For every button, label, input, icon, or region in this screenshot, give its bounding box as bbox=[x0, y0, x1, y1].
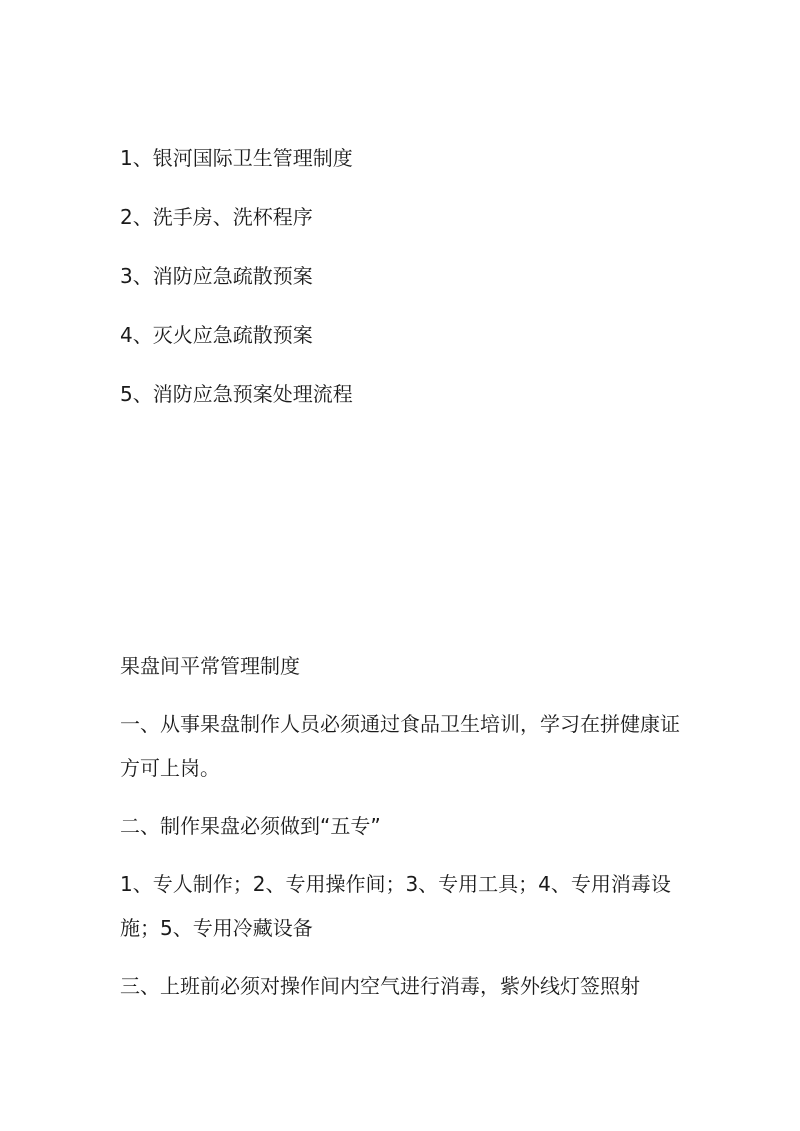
toc-item: 4、灭火应急疏散预案 bbox=[120, 323, 313, 347]
section-body bbox=[120, 644, 690, 1022]
paragraph: 二、制作果盘必须做到“五专” bbox=[120, 814, 381, 838]
toc-item: 1、银河国际卫生管理制度 bbox=[120, 146, 353, 170]
paragraph: 一、从事果盘制作人员必须通过食品卫生培训，学习在拼健康证方可上岗。 bbox=[120, 712, 680, 780]
paragraph: 1、专人制作；2、专用操作间；3、专用工具；4、专用消毒设施；5、专用冷藏设备 bbox=[120, 872, 671, 940]
toc-item: 3、消防应急疏散预案 bbox=[120, 264, 313, 288]
paragraph: 三、上班前必须对操作间内空气进行消毒，紫外线灯签照射 bbox=[120, 974, 640, 998]
section-title: 果盘间平常管理制度 bbox=[120, 654, 300, 678]
table-of-contents bbox=[120, 142, 720, 437]
toc-item: 5、消防应急预案处理流程 bbox=[120, 382, 353, 406]
toc-item: 2、洗手房、洗杯程序 bbox=[120, 205, 313, 229]
